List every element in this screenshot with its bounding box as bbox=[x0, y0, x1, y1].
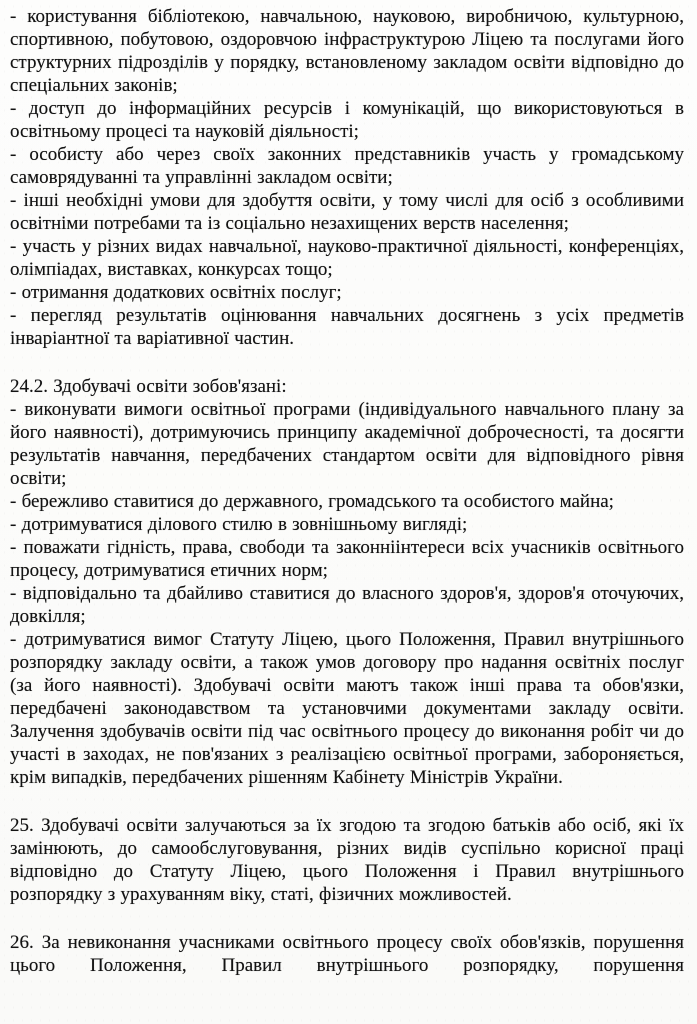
list-item: - виконувати вимоги освітньої програми (індивідуального навчального плану за його наявності), дотримуючись принципу академічної доброчесності, та досягти результатів навчання, передбачених стандартом освіти для відповідного рівня освіти; bbox=[10, 399, 684, 489]
paragraph: 25. Здобувачі освіти залучаються за їх згодою та згодою батьків або осіб, які їх замінюють, до самообслуговування, різних видів суспільно корисної праці відповідно до Статуту Ліцею, цього Положення і Правил внутрішнього розпорядку з урахуванням віку, статі, фізичних можливостей. bbox=[10, 815, 684, 905]
list-item: - перегляд результатів оцінювання навчальних досягнень з усіх предметів інваріантної та варіативної частин. bbox=[10, 305, 684, 349]
list-item: - дотримуватися вимог Статуту Ліцею, цього Положення, Правил внутрішнього розпорядку закладу освіти, а також умов договору про надання освітніх послуг (за його наявності). Здобувачі освіти маютъ також інші права та обов'язки, передбачені законодавством та установчими документами закладу освіти. Залучення здобувачів освіти під час освітнього процесу до виконання робіт чи до участі в заходах, не пов'язаних з реалізацією освітньої програми, забороняється, крім випадків, передбачених рішенням Кабінету Міністрів України. bbox=[10, 629, 684, 788]
list-item: - особисту або через своїх законних представників участь у громадському самоврядуванні та управлінні закладом освіти; bbox=[10, 144, 684, 188]
paragraph: 26. За невиконання учасниками освітнього процесу своїх обов'язків, порушення цього Положення, Правил внутрішнього розпорядку, порушення bbox=[10, 932, 684, 976]
list-item: - інші необхідні умови для здобуття освіти, у тому числі для осіб з особливими освітніми потребами та із соціально незахищених верств населення; bbox=[10, 190, 684, 234]
list-item: - дотримуватися ділового стилю в зовнішньому вигляді; bbox=[10, 514, 468, 535]
list-item: - бережливо ставитися до державного, громадського та особистого майна; bbox=[10, 491, 614, 512]
list-item: - відповідально та дбайливо ставитися до власного здоров'я, здоров'я оточуючих, довкілля; bbox=[10, 583, 684, 627]
list-item: - користування бібліотекою, навчальною, науковою, виробничою, культурною, спортивною, побутовою, оздоровчою інфраструктурою Ліцею та послугами його структурних підрозділів у порядку, встановленому закладом освіти відповідно до спеціальних законів; bbox=[10, 6, 684, 96]
list-item: - участь у різних видах навчальної, науково-практичної діяльності, конференціях, олімпіадах, виставках, конкурсах тощо; bbox=[10, 236, 684, 280]
list-item: - отримання додаткових освітніх послуг; bbox=[10, 282, 342, 303]
section-heading: 24.2. Здобувачі освіти зобов'язані: bbox=[10, 376, 287, 397]
list-item: - поважати гідність, права, свободи та законніінтереси всіх учасників освітнього процесу, дотримуватися етичних норм; bbox=[10, 537, 684, 581]
list-item: - доступ до інформаційних ресурсів і комунікацій, що використовуються в освітньому процесі та науковій діяльності; bbox=[10, 98, 684, 142]
